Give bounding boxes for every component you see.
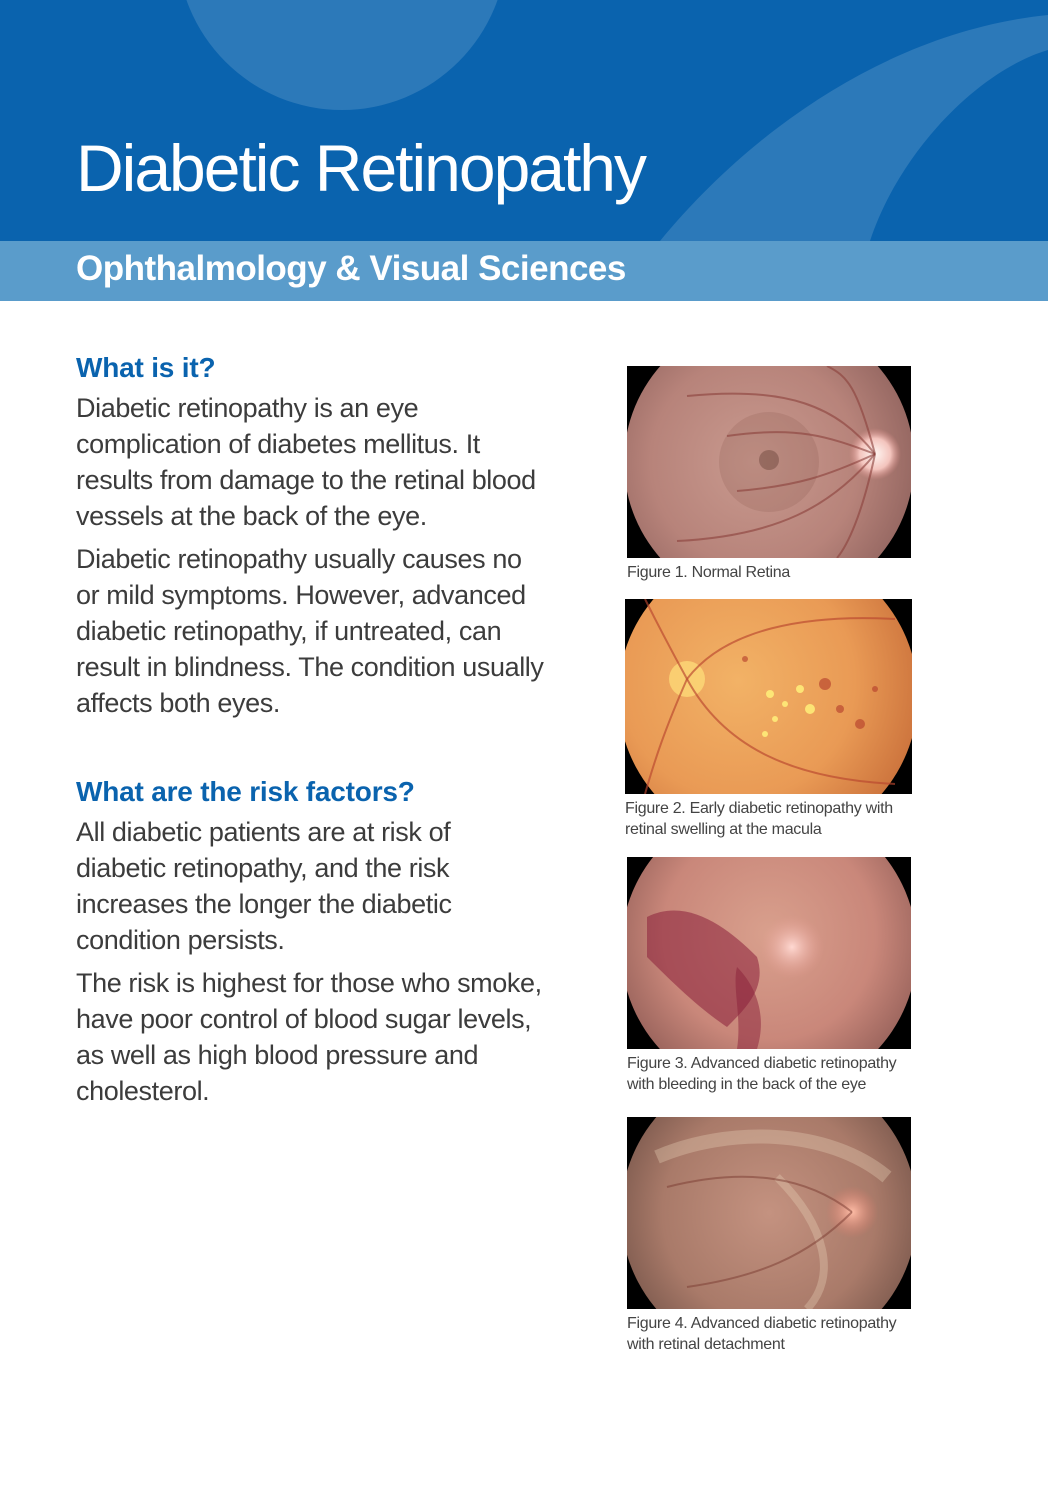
main-text-column <box>76 352 546 1109</box>
header-banner <box>0 0 1048 241</box>
figure-caption: Figure 4. Advanced diabetic retinopathy with retinal detachment <box>627 1315 897 1353</box>
subtitle-bar <box>0 241 1048 301</box>
figure-caption: Figure 1. Normal Retina <box>627 564 790 581</box>
figure-4 <box>627 1117 911 1355</box>
paragraph: Diabetic retinopathy is an eye complication of diabetes mellitus. It results from damage to the retinal blood vessels at the back of the eye. <box>76 393 536 531</box>
retina-image-bleeding <box>627 857 911 1049</box>
retina-image-normal <box>627 366 911 558</box>
section-heading-what-is-it: What is it? <box>76 352 216 383</box>
department-name: Ophthalmology & Visual Sciences <box>76 249 626 288</box>
paragraph: The risk is highest for those who smoke, have poor control of blood sugar levels, as well as high blood pressure and cholesterol. <box>76 968 542 1106</box>
paragraph: All diabetic patients are at risk of diabetic retinopathy, and the risk increases the longer the diabetic condition persists. <box>76 817 452 955</box>
section-heading-risk-factors: What are the risk factors? <box>76 776 415 807</box>
figure-caption: Figure 3. Advanced diabetic retinopathy with bleeding in the back of the eye <box>627 1055 897 1093</box>
figure-caption: Figure 2. Early diabetic retinopathy with retinal swelling at the macula <box>625 800 893 838</box>
retina-image-early <box>625 599 912 794</box>
page-title: Diabetic Retinopathy <box>76 131 646 205</box>
figure-2 <box>625 599 912 840</box>
retina-image-detachment <box>627 1117 911 1309</box>
figure-3 <box>627 857 911 1095</box>
paragraph: Diabetic retinopathy usually causes no or mild symptoms. However, advanced diabetic retinopathy, if untreated, can result in blindness. The condition usually affects both eyes. <box>76 544 544 718</box>
figure-1 <box>627 366 911 583</box>
